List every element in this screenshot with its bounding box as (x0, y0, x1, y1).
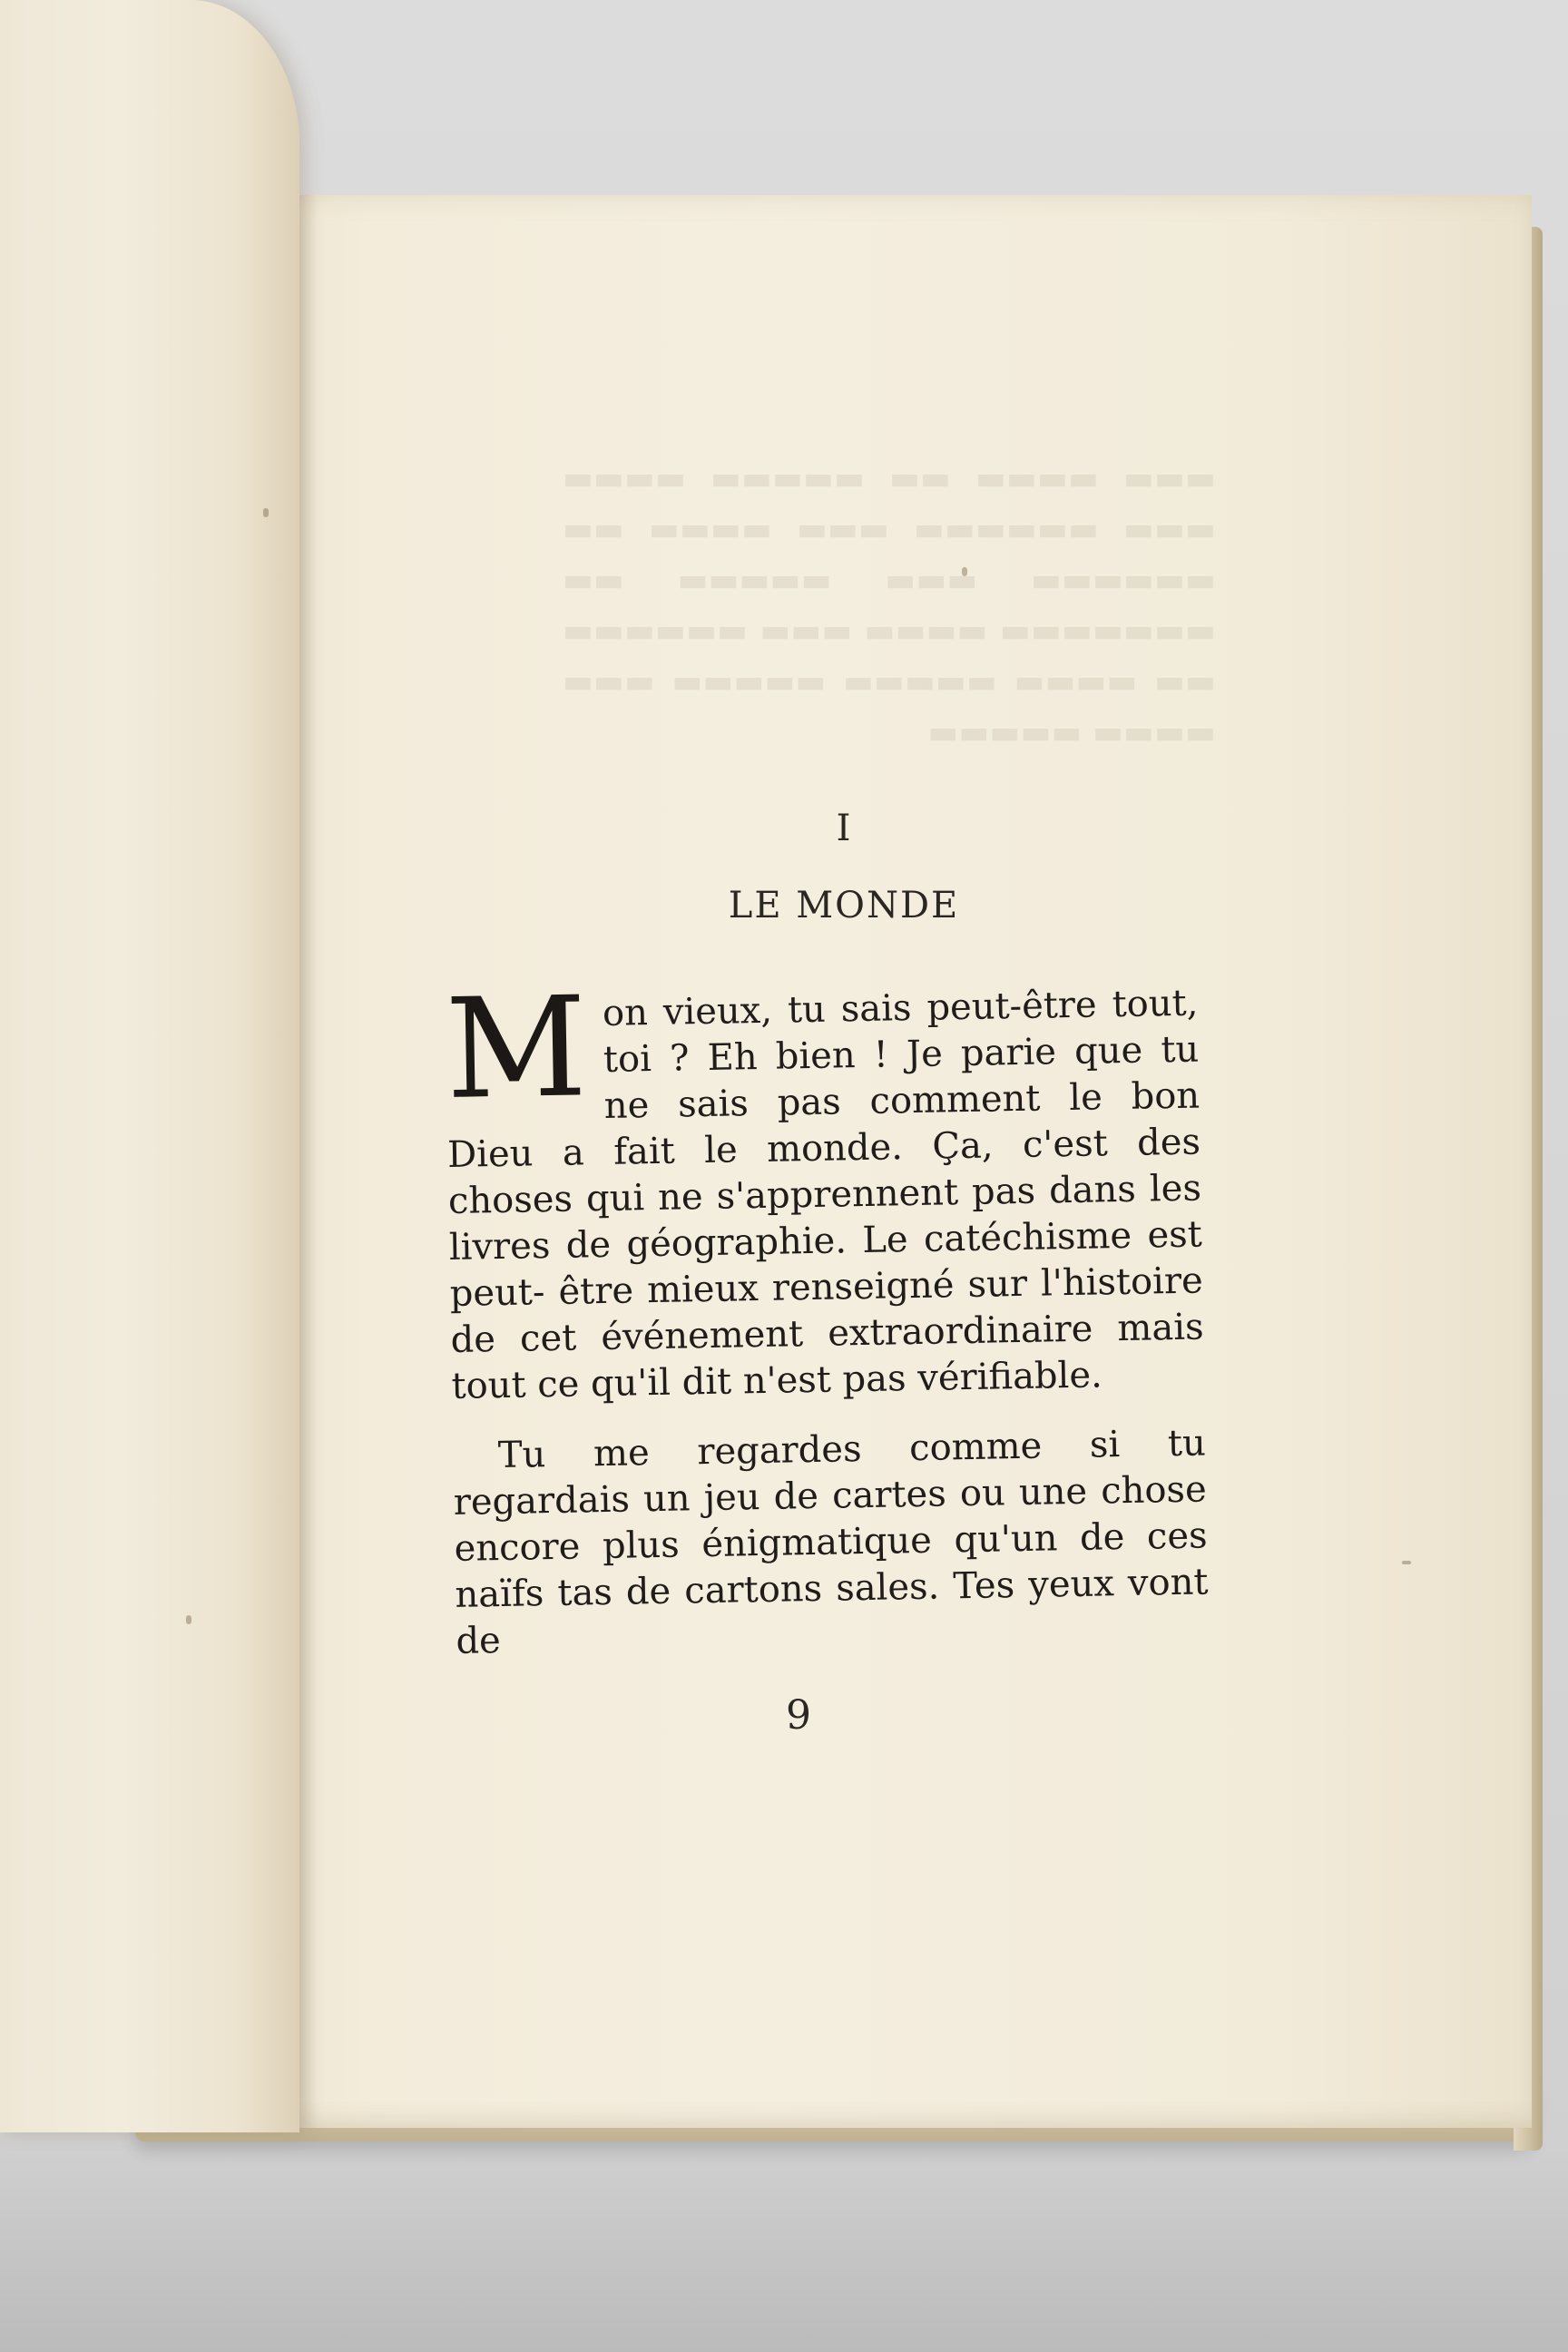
paragraph-2: Tu me regardes comme si tu regardais un jeu de cartes ou une chose encore plus énigmatique qu'un de ces naïfs tas de cartons sales. Tes yeux vont de (453, 1422, 1209, 1662)
paper-speck (1402, 1561, 1411, 1564)
left-page (0, 0, 299, 2132)
chapter-title: LE MONDE (728, 885, 960, 926)
paragraph-1 (444, 966, 1205, 1410)
drop-cap: M (444, 966, 589, 1130)
page-number: 9 (786, 1692, 811, 1739)
paragraph-1-text: on vieux, tu sais peut-être tout, toi ? Eh bien ! Je parie que tu ne sais pas comment le bon Dieu a fait le monde. Ça, c'est des choses qui ne s'apprennent pas dans les livres de géographie. Le catéchisme est peut- être mieux renseigné sur l'histoire de cet événement extraordinaire mais tout ce qu'il dit n'est pas vérifiable. (446, 982, 1204, 1407)
body-text (444, 966, 1210, 1689)
paper-speck (186, 1615, 191, 1624)
chapter-number: I (836, 808, 852, 849)
paper-speck (962, 567, 967, 576)
table-surface (0, 2141, 1568, 2352)
paper-speck (263, 508, 269, 517)
